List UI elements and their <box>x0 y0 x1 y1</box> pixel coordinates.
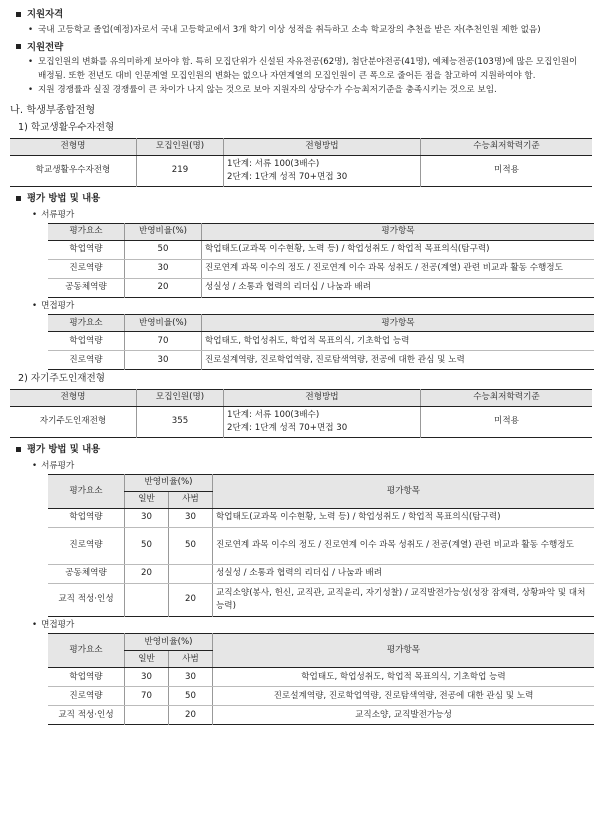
col-header: 평가요소 <box>48 634 125 668</box>
col-header: 평가항목 <box>202 315 595 332</box>
col-header: 수능최저학력기준 <box>421 390 593 407</box>
doc-eval-title: • 서류평가 <box>32 209 590 222</box>
col-header: 평가요소 <box>48 315 125 332</box>
col-header: 반영비율(%) <box>125 315 202 332</box>
table-row: 진로역량 70 50 진로설계역량, 진로학업역량, 진로탐색역량, 전공에 대한 관심 및 노력 <box>48 687 594 706</box>
col-header: 사범 <box>169 651 213 668</box>
col-header: 사범 <box>169 492 213 509</box>
col-header: 전형명 <box>10 390 137 407</box>
col-header: 평가항목 <box>213 634 595 668</box>
col-header: 전형명 <box>10 139 137 156</box>
admission2-title: 2) 자기주도인재전형 <box>18 373 106 385</box>
table-row: 공동체역량 20 성실성 / 소통과 협력의 리더십 / 나눔과 배려 <box>48 278 594 297</box>
eval-heading: 평가 방법 및 내용 <box>14 443 590 458</box>
table-row <box>10 156 592 187</box>
table-row: 학업역량 30 30 학업태도(교과목 이수현황, 노력 등) / 학업성취도 / 학업적 목표의식(탐구력) <box>48 509 594 528</box>
col-header: 반영비율(%) <box>125 223 202 240</box>
square-bullet-icon <box>16 12 21 17</box>
admission1-table <box>10 138 592 187</box>
col-header: 수능최저학력기준 <box>421 139 593 156</box>
table-row <box>10 407 592 438</box>
table-row: 진로역량 30 진로연계 과목 이수의 정도 / 진로연계 이수 과목 성취도 / 전공(계열) 관련 비교과 활동 수행정도 <box>48 259 594 278</box>
table-row: 공동체역량 20 성실성 / 소통과 협력의 리더십 / 나눔과 배려 <box>48 565 594 584</box>
col-header: 반영비율(%) <box>125 634 213 651</box>
admission1-title: 1) 학교생활우수자전형 <box>18 122 115 134</box>
table-row: 교직 적성·인성 20 교직소양, 교직발전가능성 <box>48 706 594 725</box>
col-header: 모집인원(명) <box>137 139 224 156</box>
admission1-interview-table <box>48 314 594 370</box>
table-row: 진로역량 50 50 진로연계 과목 이수의 정도 / 진로연계 이수 과목 성취도 / 전공(계열) 관련 비교과 활동 수행정도 <box>48 528 594 565</box>
admission-name: 자기주도인재전형 <box>39 416 107 427</box>
admission-method: 1단계: 서류 100(3배수) 2단계: 1단계 성적 70+면접 30 <box>224 156 421 187</box>
col-header: 평가항목 <box>213 475 595 509</box>
admission-min-standard: 미적용 <box>421 407 593 438</box>
square-bullet-icon <box>16 447 21 452</box>
qualification-heading: 지원자격 <box>14 8 590 23</box>
col-header: 일반 <box>125 651 169 668</box>
col-header: 전형방법 <box>224 139 421 156</box>
section-heading: 나. 학생부종합전형 <box>10 105 96 117</box>
col-header: 평가요소 <box>48 223 125 240</box>
eval-heading: 평가 방법 및 내용 <box>14 192 590 207</box>
interview-eval-title: • 면접평가 <box>32 300 590 313</box>
doc-eval-title: • 서류평가 <box>32 460 590 473</box>
table-row: 학업역량 50 학업태도(교과목 이수현황, 노력 등) / 학업성취도 / 학업적 목표의식(탐구력) <box>48 240 594 259</box>
col-header: 반영비율(%) <box>125 475 213 492</box>
admission-name: 학교생활우수자전형 <box>35 165 111 176</box>
admission2-doc-table <box>48 474 594 617</box>
strategy-heading: 지원전략 <box>14 41 590 56</box>
strategy-item-2: • 지원 경쟁률과 실질 경쟁률이 큰 차이가 나지 않는 것으로 보아 지원자의 상당수가 수능최저기준을 충족시키는 것으로 보임. <box>10 84 584 97</box>
table-row: 학업역량 30 30 학업태도, 학업성취도, 학업적 목표의식, 기초학업 능력 <box>48 668 594 687</box>
col-header: 전형방법 <box>224 390 421 407</box>
interview-eval-title: • 면접평가 <box>32 619 590 632</box>
admission-count: 219 <box>137 156 224 187</box>
admission-min-standard: 미적용 <box>421 156 593 187</box>
col-header: 평가요소 <box>48 475 125 509</box>
table-row: 진로역량 30 진로설계역량, 진로학업역량, 진로탐색역량, 전공에 대한 관심 및 노력 <box>48 351 594 370</box>
admission2-interview-table <box>48 633 594 725</box>
strategy-item-1: • 모집인원의 변화를 유의미하게 보아야 함. 특히 모집단위가 신설된 자유전공(62명), 첨단분야전공(41명), 예체능전공(103명)에 많은 모집인원이 배정됨. 또한 전년도 대비 인문계열 모집인원의 변화는 없으나 자연계열의 모집인원이 큰 폭으로 줄어든 점을 참고하여 지원하여야 함. <box>10 56 584 83</box>
table-row: 학업역량 70 학업태도, 학업성취도, 학업적 목표의식, 기초학업 능력 <box>48 332 594 351</box>
admission2-table <box>10 389 592 438</box>
col-header: 일반 <box>125 492 169 509</box>
admission-count: 355 <box>137 407 224 438</box>
admission-method: 1단계: 서류 100(3배수) 2단계: 1단계 성적 70+면접 30 <box>224 407 421 438</box>
col-header: 모집인원(명) <box>137 390 224 407</box>
admission1-doc-table <box>48 223 594 298</box>
table-row: 교직 적성·인성 20 교직소양(봉사, 헌신, 교직관, 교직윤리, 자기성찰) / 교직발전가능성(성장 잠재력, 상황파악 및 대처능력) <box>48 584 594 617</box>
square-bullet-icon <box>16 196 21 201</box>
col-header: 평가항목 <box>202 223 595 240</box>
square-bullet-icon <box>16 44 21 49</box>
qualification-text: • 국내 고등학교 졸업(예정)자로서 국내 고등학교에서 3개 학기 이상 성적을 취득하고 소속 학교장의 추천을 받은 자(추천인원 제한 없음) <box>10 24 584 37</box>
